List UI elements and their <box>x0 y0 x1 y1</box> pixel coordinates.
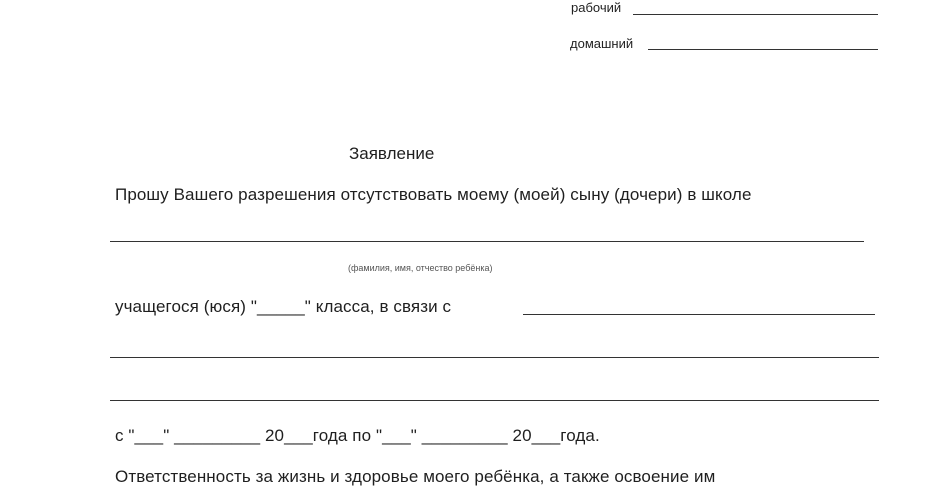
reason-field-line <box>523 314 875 315</box>
child-name-field-line <box>110 241 864 242</box>
request-text: Прошу Вашего разрешения отсутствовать моему (моей) сыну (дочери) в школе <box>115 185 752 204</box>
document-title: Заявление <box>349 144 435 163</box>
period-text: с "___" _________ 20___года по "___" _________ 20___года. <box>115 426 600 445</box>
reason-field-line-2 <box>110 357 879 358</box>
reason-field-line-3 <box>110 400 879 401</box>
responsibility-text: Ответственность за жизнь и здоровье моего ребёнка, а также освоение им <box>115 467 716 486</box>
phone-work-field-line <box>633 14 878 15</box>
student-class-text: учащегося (юся) "_____" класса, в связи с <box>115 297 452 316</box>
phone-home-label: домашний <box>570 36 634 51</box>
child-name-caption: (фамилия, имя, отчество ребёнка) <box>348 263 493 273</box>
phone-work-label: рабочий <box>571 0 622 15</box>
phone-home-field-line <box>648 49 878 50</box>
